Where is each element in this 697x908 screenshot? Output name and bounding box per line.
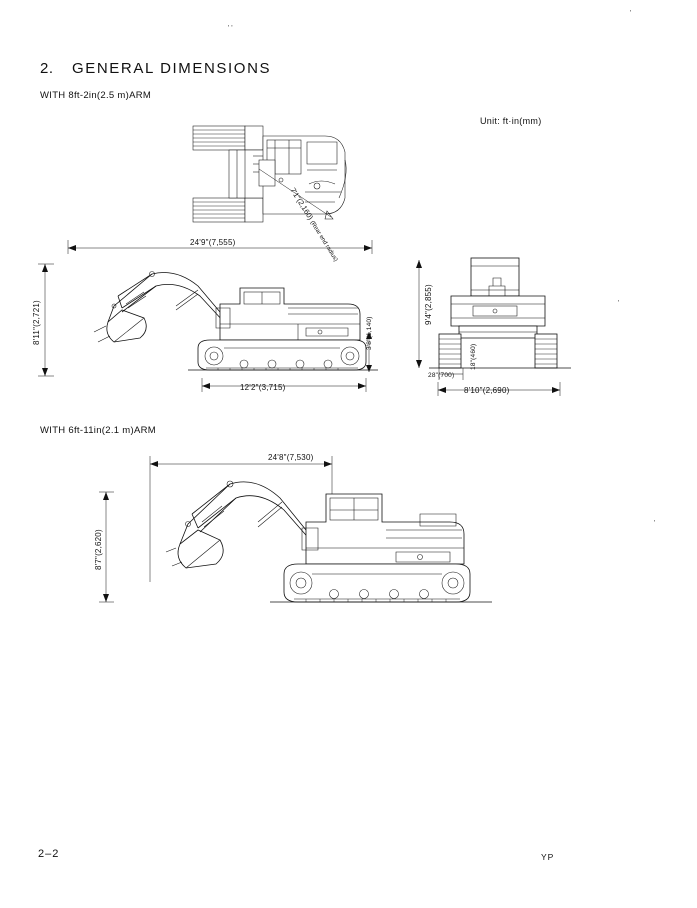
stray-mark-top-right: ': [630, 10, 632, 17]
side-view-drawing-bottom: [120, 452, 500, 622]
front-view-drawing: [425, 252, 575, 387]
page-title: GENERAL DIMENSIONS: [72, 60, 272, 77]
overall-length-label-bottom: 24'8"(7,530): [268, 453, 314, 462]
overall-height-label-top: 8'11"(2,721): [32, 300, 41, 345]
track-length-label: 12'2"(3,715): [240, 383, 286, 392]
subtitle-bottom-arm: WITH 6ft-11in(2.1 m)ARM: [40, 425, 156, 436]
stray-mark-top: ' ': [228, 25, 233, 32]
subtitle-top-arm: WITH 8ft-2in(2.5 m)ARM: [40, 90, 152, 101]
rear-radius-value: 7'1"(2,160): [288, 186, 316, 222]
front-view-height-label: 9'4"(2,855): [424, 284, 433, 325]
rear-radius-note: (Rear end radius): [308, 220, 339, 263]
stray-mark-right: ': [618, 300, 620, 307]
overall-width-label: 8'10"(2,690): [464, 386, 510, 395]
overall-length-label-top: 24'9"(7,555): [190, 238, 236, 247]
unit-note: Unit: ft·in(mm): [480, 116, 542, 126]
track-gauge-label: 18"(460): [470, 343, 477, 370]
stray-mark-right-2: ': [654, 520, 656, 527]
ground-clearance-label-1: 3'8"(1,140): [366, 316, 373, 350]
overall-height-label-bottom: 8'7"(2,620): [94, 529, 103, 570]
footer-code: YP: [541, 852, 555, 862]
side-view-drawing-top: [48, 252, 388, 387]
page-number: 2–2: [38, 848, 60, 860]
shoe-width-label: 28"(700): [428, 372, 455, 379]
section-number: 2.: [40, 60, 54, 77]
